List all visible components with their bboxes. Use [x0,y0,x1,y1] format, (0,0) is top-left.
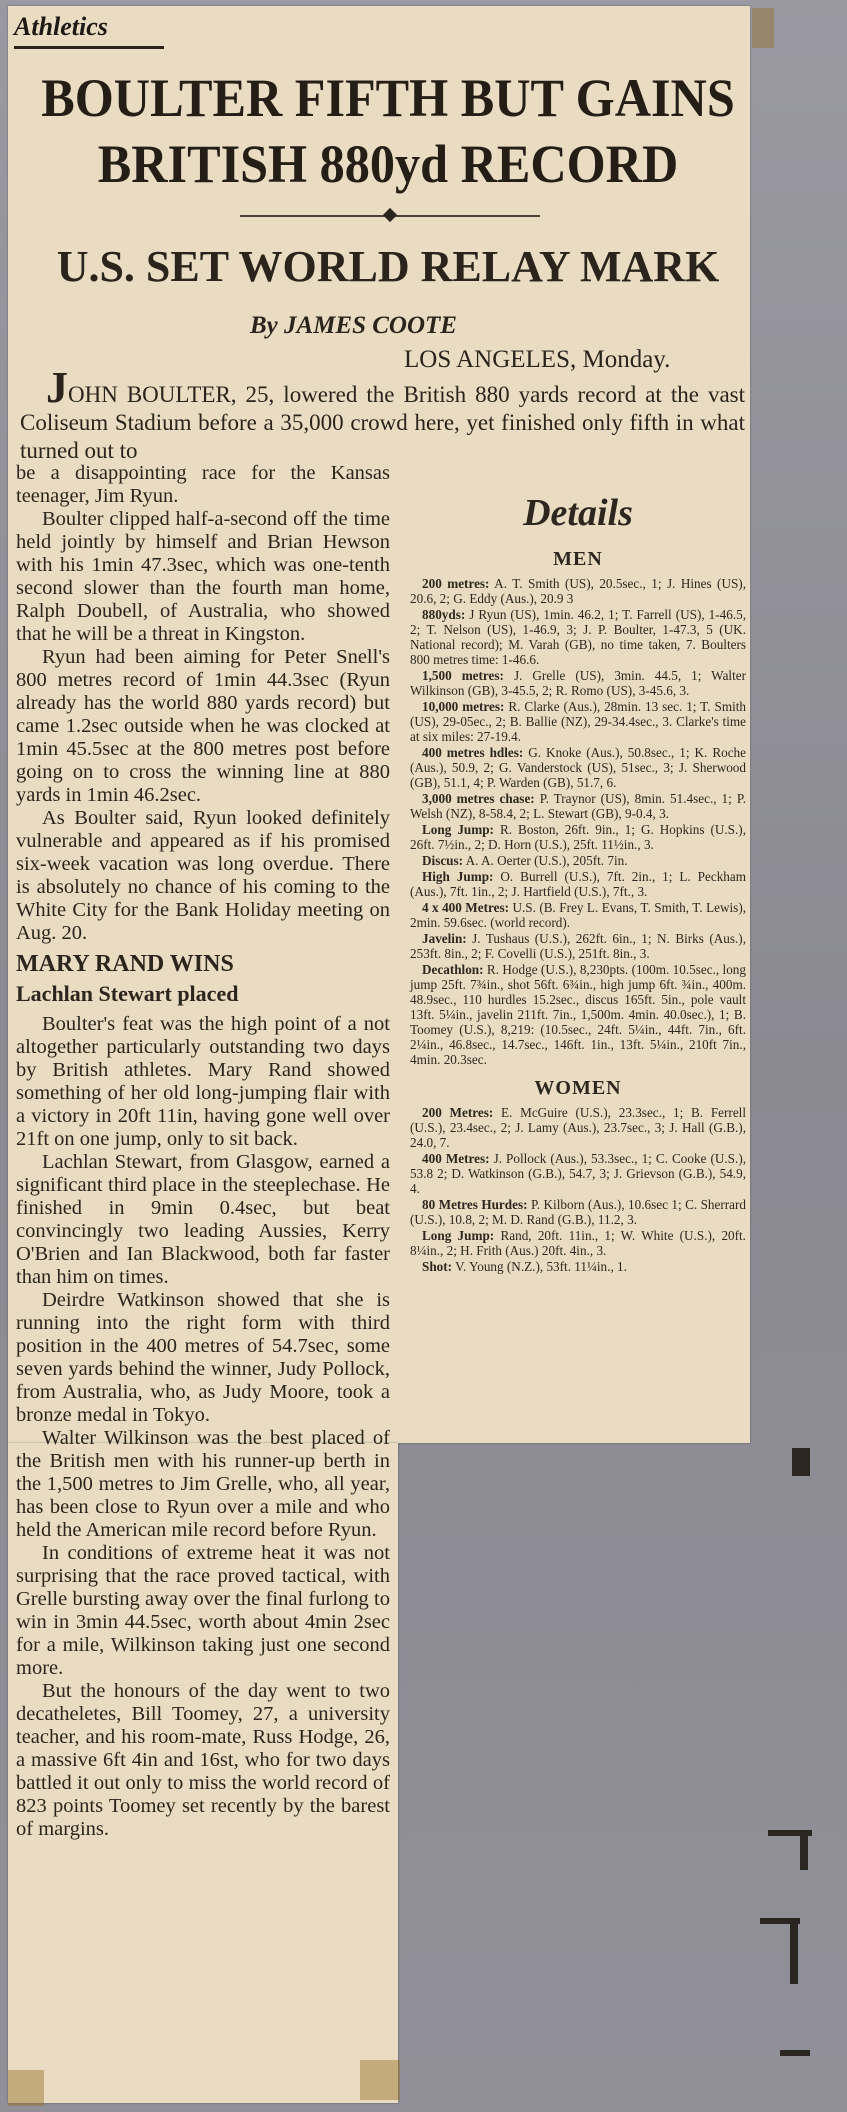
men-results-list [410,576,746,1067]
story-subhead-secondary: Lachlan Stewart placed [16,981,239,1006]
story-paragraph: be a disappointing race for the Kansas teenager, Jim Ryun. [16,462,390,507]
lead-paragraph [20,363,745,465]
result-entry [410,1259,746,1274]
result-entry [410,822,746,852]
result-entry [410,962,746,1067]
result-event: Shot: [422,1259,453,1274]
result-event: 80 Metres Hurdes: [422,1197,528,1212]
story-paragraph: Ryun had been aiming for Peter Snell's 800 metres record of 1min 44.3sec (Ryun already has the world 880 yards record) but came 1.2sec outside when he was clocked at 1min 45.5sec at the 800 metres post before going on to cross the winning line at 880 yards in 1min 46.2sec. [16,646,390,806]
section-kicker: Athletics [14,10,164,49]
result-event: High Jump: [422,869,494,884]
result-entry [410,869,746,899]
tape-mark [8,2070,44,2106]
result-entry [410,1105,746,1150]
result-entry [410,1197,746,1227]
result-text: R. Clarke (Aus.), 28min. 13 sec. 1; T. Smith (US), 29-05ec., 2; B. Ballie (NZ), 29-34.4sec., 3. Clarke's time at six miles: 27-19.4. [410,699,747,744]
result-entry [410,607,746,667]
result-text: V. Young (N.Z.), 53ft. 11¼in., 1. [455,1259,627,1274]
result-event: 4 x 400 Metres: [422,900,509,915]
result-event: Decathlon: [422,962,484,977]
result-event: 1,500 metres: [422,668,504,683]
story-column [16,462,390,1841]
story-subhead: MARY RAND WINS [16,951,234,977]
result-event: Discus: [422,853,464,868]
result-text: A. A. Oerter (U.S.), 205ft. 7in. [465,853,628,868]
result-text: J. Grelle (US), 3min. 44.5, 1; Walter Wilkinson (GB), 3-45.5, 2; R. Romo (US), 3-45.6, 3. [410,668,747,698]
result-text: O. Burrell (U.S.), 7ft. 2in., 1; L. Peckham (Aus.), 7ft. 1in., 2; J. Hartfield (U.S.), 7ft., 3. [410,869,747,899]
result-event: 400 metres hdles: [422,745,524,760]
result-text: J Ryun (US), 1min. 46.2, 1; T. Farrell (US), 1-46.5, 2; T. Nelson (US), 1-46.9, 3; J. P. Boulter, 1-47.3, 5 (UK. National record); M. Varah (GB), no time taken, 7. Boulters 800 metres time: 1-46.6. [410,607,747,667]
result-text: J. Tushaus (U.S.), 262ft. 6in., 1; N. Birks (Aus.), 253ft. 8in., 2; F. Covelli (U.S.), 251ft. 8in., 3. [410,931,746,961]
result-entry [410,900,746,930]
details-column [410,488,746,1275]
women-results-title: WOMEN [534,1077,622,1099]
result-event: 200 Metres: [422,1105,494,1120]
result-event: 400 Metres: [422,1151,490,1166]
women-results-list [410,1105,746,1274]
result-entry [410,791,746,821]
result-event: Javelin: [422,931,467,946]
pen-mark [780,2050,810,2056]
result-entry [410,931,746,961]
story-paragraph: Boulter clipped half-a-second off the time held jointly by himself and Brian Hewson with his 1min 47.3sec, which was one-tenth second slower than the fourth man home, Ralph Doubell, of Australia, who showed that he will be a threat in Kingston. [16,508,390,645]
result-entry [410,745,746,790]
tape-mark [752,8,774,48]
pen-mark [790,1924,798,1984]
story-paragraph: Deirdre Watkinson showed that she is running into the right form with third position in the 400 metres of 54.7sec, some seven yards behind the winner, Judy Pollock, from Australia, who, as Judy Moore, took a bronze medal in Tokyo. [16,1289,390,1426]
dateline: LOS ANGELES, Monday. [404,346,671,373]
subheadline: U.S. SET WORLD RELAY MARK [56,242,720,291]
result-event: Long Jump: [422,1228,495,1243]
result-text: P. Kilborn (Aus.), 10.6sec 1; C. Sherrard (U.S.), 10.8, 2; M. D. Rand (G.B.), 11.2, 3. [410,1197,746,1227]
drop-cap: J [46,363,68,412]
result-entry [410,1228,746,1258]
lead-text: OHN BOULTER, 25, lowered the British 880 yards record at the vast Coliseum Stadium before a 35,000 crowd here, yet finished only fifth in what turned out to [20,382,745,463]
story-paragraph: In conditions of extreme heat it was not surprising that the race proved tactical, with Grelle bursting away over the final furlong to win in 3min 44.5sec, worth about 4min 2sec for a mile, Wilkinson taking just one second more. [16,1542,390,1679]
result-text: P. Traynor (US), 8min. 51.4sec., 1; P. Welsh (NZ), 8-58.4, 2; L. Stewart (GB), 9-0.4, 3. [410,791,746,821]
result-event: 10,000 metres: [422,699,505,714]
details-title: Details [523,492,633,534]
headline-line-1: BOULTER FIFTH BUT GAINS [41,68,735,128]
result-entry [410,699,746,744]
result-text: R. Hodge (U.S.), 8,230pts. (100m. 10.5sec., long jump 25ft. 7¾in., shot 56ft. 6¾in., high jump 6ft. ¾in., 400m. 48.9sec., 110 hurdles 15.2sec., discus 165ft. 5in., pole vault 13ft. 5¼in., javelin 211ft. 7in., 1,500m. 4min. 40.0sec.), 1; B. Toomey (U.S.), 8,219: (10.5sec., 24ft. 5¼in., 44ft. 7in., 6ft. 2¼in., 46.8sec., 14.7sec., 146ft. 1in., 13ft. 5¼in., 210ft 7in., 4min. 20.3sec. [410,962,746,1067]
result-text: U.S. (B. Frey L. Evans, T. Smith, T. Lewis), 2min. 59.6sec. (world record). [410,900,747,930]
men-results-title: MEN [553,548,603,570]
result-text: G. Knoke (Aus.), 50.8sec., 1; K. Roche (Aus.), 50.9, 2; G. Vanderstock (US), 51sec., 3; J. Sherwood (GB), 51.1, 4; P. Warden (GB), 51.7, 6. [410,745,747,790]
result-event: Long Jump: [422,822,494,837]
result-text: E. McGuire (U.S.), 23.3sec., 1; B. Ferrell (U.S.), 23.4sec., 2; J. Lamy (Aus.), 23.7sec., 3; J. Hall (G.B.), 24.0, 7. [410,1105,746,1150]
result-entry [410,853,746,868]
tape-mark [360,2060,400,2100]
result-entry [410,576,746,606]
story-paragraph: Boulter's feat was the high point of a not altogether particularly outstanding two days by British athletes. Mary Rand showed something of her old long-jumping flair with a victory in 20ft 11in, having gone well over 21ft on one jump, only to sit back. [16,1013,390,1150]
pen-mark [792,1448,810,1476]
story-paragraph: But the honours of the day went to two decatheletes, Bill Toomey, 27, a university teacher, and his room-mate, Russ Hodge, 26, a massive 6ft 4in and 16st, who for two days battled it out only to miss the world record of 823 points Toomey set recently by the barest of margins. [16,1680,390,1840]
result-text: J. Pollock (Aus.), 53.3sec., 1; C. Cooke (U.S.), 53.8 2; D. Watkinson (G.B.), 54.7, 3; J. Grievson (G.B.), 54.9, 4. [410,1151,747,1196]
headline-line-2: BRITISH 880yd RECORD [97,134,679,194]
result-entry [410,668,746,698]
story-paragraph: Walter Wilkinson was the best placed of the British men with his runner-up berth in the 1,500 metres to Jim Grelle, who, all year, has been close to Ryun over a mile and who held the American mile record before Ryun. [16,1427,390,1541]
story-paragraph: As Boulter said, Ryun looked definitely vulnerable and appeared as if his promised six-week vacation was long overdue. There is absolutely no chance of his coming to the White City for the Bank Holiday meeting on Aug. 20. [16,807,390,944]
pen-mark [800,1836,808,1870]
result-event: 880yds: [422,607,466,622]
result-text: A. T. Smith (US), 20.5sec., 1; J. Hines (US), 20.6, 2; G. Eddy (Aus.), 20.9 3 [410,576,746,606]
result-text: Rand, 20ft. 11in., 1; W. White (U.S.), 20ft. 8¼in., 2; H. Frith (Aus.) 20ft. 4in., 3. [410,1228,746,1258]
result-event: 200 metres: [422,576,490,591]
result-text: R. Boston, 26ft. 9in., 1; G. Hopkins (U.S.), 26ft. 7½in., 2; D. Horn (U.S.), 25ft. 11½in., 3. [410,822,746,852]
result-entry [410,1151,746,1196]
story-paragraph: Lachlan Stewart, from Glasgow, earned a significant third place in the steeplechase. He finished in 9min 0.4sec, but beat convincingly two leading Aussies, Kerry O'Brien and Ian Blackwood, both far faster than him on times. [16,1151,390,1288]
result-event: 3,000 metres chase: [422,791,535,806]
byline: By JAMES COOTE [250,312,457,339]
